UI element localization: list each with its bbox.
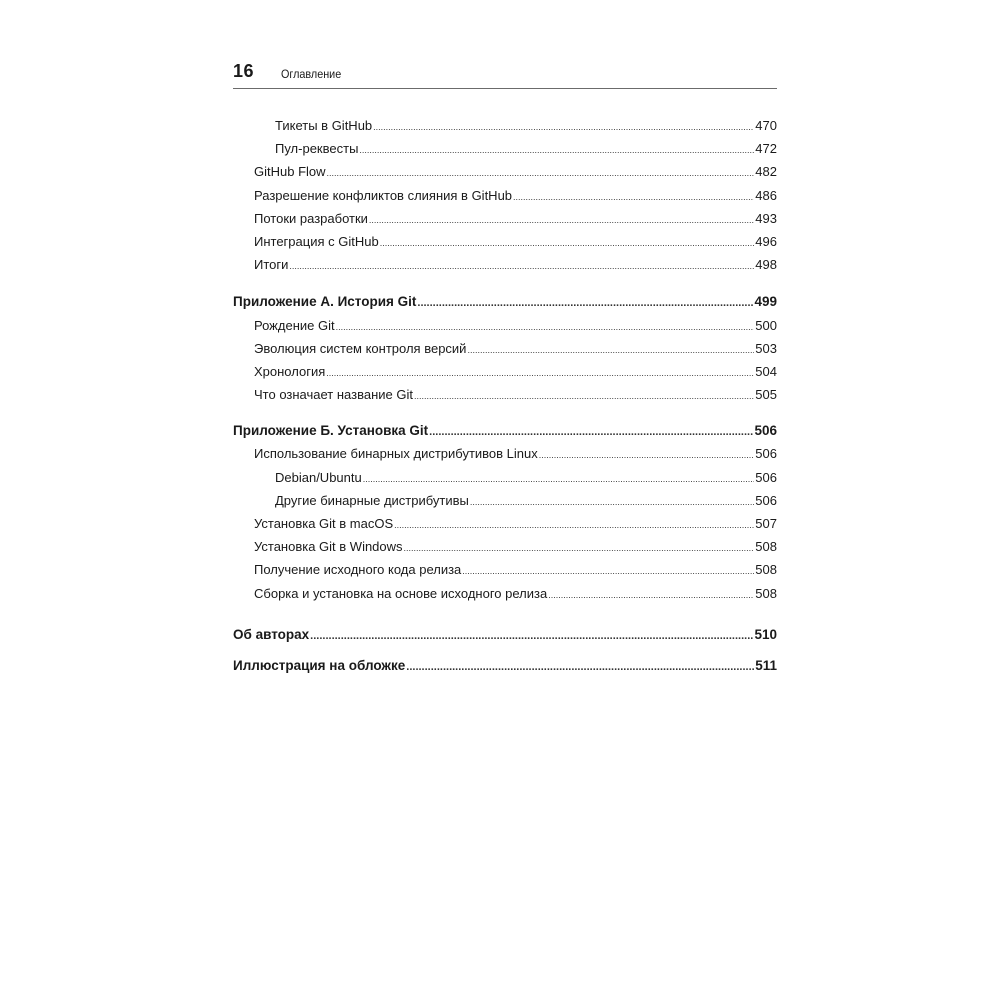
toc-entry[interactable]: [233, 314, 777, 337]
toc-entry-page: 506: [755, 446, 777, 462]
toc-entry-title: Иллюстрация на обложке: [233, 657, 406, 673]
dot-leader: [467, 337, 754, 362]
dot-leader: [414, 383, 754, 408]
toc-entry-page: 472: [755, 141, 777, 157]
page-header: [233, 60, 777, 89]
toc-entry-page: 505: [755, 387, 777, 403]
toc-entry-title: Рождение Git: [254, 317, 335, 333]
toc-entry[interactable]: [233, 383, 777, 406]
dot-leader: [548, 582, 754, 607]
dot-leader: [363, 466, 755, 491]
toc-entry-page: 503: [755, 340, 777, 356]
toc-entry-page: 507: [755, 516, 777, 531]
toc-entry[interactable]: [233, 114, 777, 137]
page-number: 16: [233, 61, 255, 81]
toc-entry-page: 508: [755, 562, 777, 578]
toc-entry-title: Хронология: [254, 363, 326, 379]
toc-entry[interactable]: [233, 360, 777, 383]
toc-entry[interactable]: [233, 160, 777, 183]
toc-entry-page: 506: [755, 492, 777, 508]
toc-entry-title: Об авторах: [233, 626, 310, 642]
dot-leader: [336, 314, 755, 339]
toc-entry[interactable]: [233, 442, 777, 465]
toc-entry[interactable]: [233, 582, 777, 605]
toc-entry[interactable]: [233, 512, 777, 535]
toc-entry-page: 506: [755, 469, 777, 485]
toc-entry[interactable]: [233, 230, 777, 253]
toc-entry-page: 508: [755, 585, 777, 601]
toc-entry-page: 508: [755, 539, 777, 555]
toc-entry-title: Разрешение конфликтов слияния в GitHub: [254, 187, 513, 203]
toc-entry-title: GitHub Flow: [254, 164, 326, 180]
dot-leader: [310, 623, 753, 648]
toc-entry[interactable]: [233, 184, 777, 207]
toc-entry-page: 470: [755, 118, 777, 133]
toc-entry-title: Эволюция систем контроля версий: [254, 340, 467, 356]
dot-leader: [539, 442, 755, 467]
toc-entry[interactable]: [233, 253, 777, 276]
toc-entry-title: Потоки разработки: [254, 210, 368, 226]
dot-leader: [470, 489, 754, 514]
toc-chapter-entry[interactable]: [233, 290, 777, 313]
toc-entry-page: 510: [754, 626, 777, 642]
toc-entry-title: Получение исходного кода релиза: [254, 562, 462, 578]
toc-entry-page: 493: [755, 210, 777, 226]
toc-entry-title: Приложение Б. Установка Git: [233, 423, 429, 439]
toc-entry-page: 499: [754, 294, 777, 310]
running-title: Оглавление: [281, 67, 342, 81]
toc-chapter-entry[interactable]: [233, 623, 777, 646]
toc-entry-title: Использование бинарных дистрибутивов Linux: [254, 446, 538, 462]
toc-entry-page: 504: [755, 363, 777, 379]
toc-entry[interactable]: [233, 137, 777, 160]
toc-chapter-entry[interactable]: [233, 419, 777, 442]
toc-entry-title: Установка Git в macOS: [254, 516, 394, 531]
toc-entry[interactable]: [233, 466, 777, 489]
toc-entry[interactable]: [233, 207, 777, 230]
dot-leader: [406, 654, 754, 679]
toc-entry-title: Установка Git в Windows: [254, 539, 403, 555]
toc-entry-title: Пул-реквесты: [275, 141, 359, 157]
dot-leader: [289, 253, 754, 278]
toc-entry-page: 506: [754, 423, 777, 439]
toc-entry[interactable]: [233, 489, 777, 512]
toc-entry[interactable]: [233, 337, 777, 360]
dot-leader: [373, 114, 754, 139]
dot-leader: [327, 160, 755, 185]
toc-chapter-entry[interactable]: [233, 654, 777, 677]
toc-entry-title: Итоги: [254, 257, 289, 273]
dot-leader: [359, 137, 754, 162]
toc-entry-page: 500: [755, 317, 777, 333]
toc-entry[interactable]: [233, 535, 777, 558]
table-of-contents: [233, 114, 777, 677]
dot-leader: [429, 419, 753, 444]
toc-entry-page: 496: [755, 233, 777, 249]
dot-leader: [404, 535, 755, 560]
dot-leader: [462, 558, 754, 583]
toc-entry-title: Debian/Ubuntu: [275, 469, 362, 485]
toc-entry-title: Тикеты в GitHub: [275, 118, 373, 133]
toc-entry-page: 498: [755, 257, 777, 273]
dot-leader: [326, 360, 754, 385]
toc-entry-title: Интеграция с GitHub: [254, 233, 379, 249]
toc-entry-title: Сборка и установка на основе исходного релиза: [254, 585, 548, 601]
dot-leader: [513, 184, 754, 209]
toc-entry-page: 486: [755, 187, 777, 203]
toc-entry-title: Приложение А. История Git: [233, 294, 417, 310]
dot-leader: [380, 230, 755, 255]
toc-entry-title: Что означает название Git: [254, 387, 413, 403]
dot-leader: [417, 290, 753, 315]
toc-entry-title: Другие бинарные дистрибутивы: [275, 492, 469, 508]
toc-entry[interactable]: [233, 558, 777, 581]
dot-leader: [394, 512, 754, 537]
toc-entry-page: 511: [755, 657, 777, 673]
dot-leader: [369, 207, 754, 232]
toc-entry-page: 482: [755, 164, 777, 180]
